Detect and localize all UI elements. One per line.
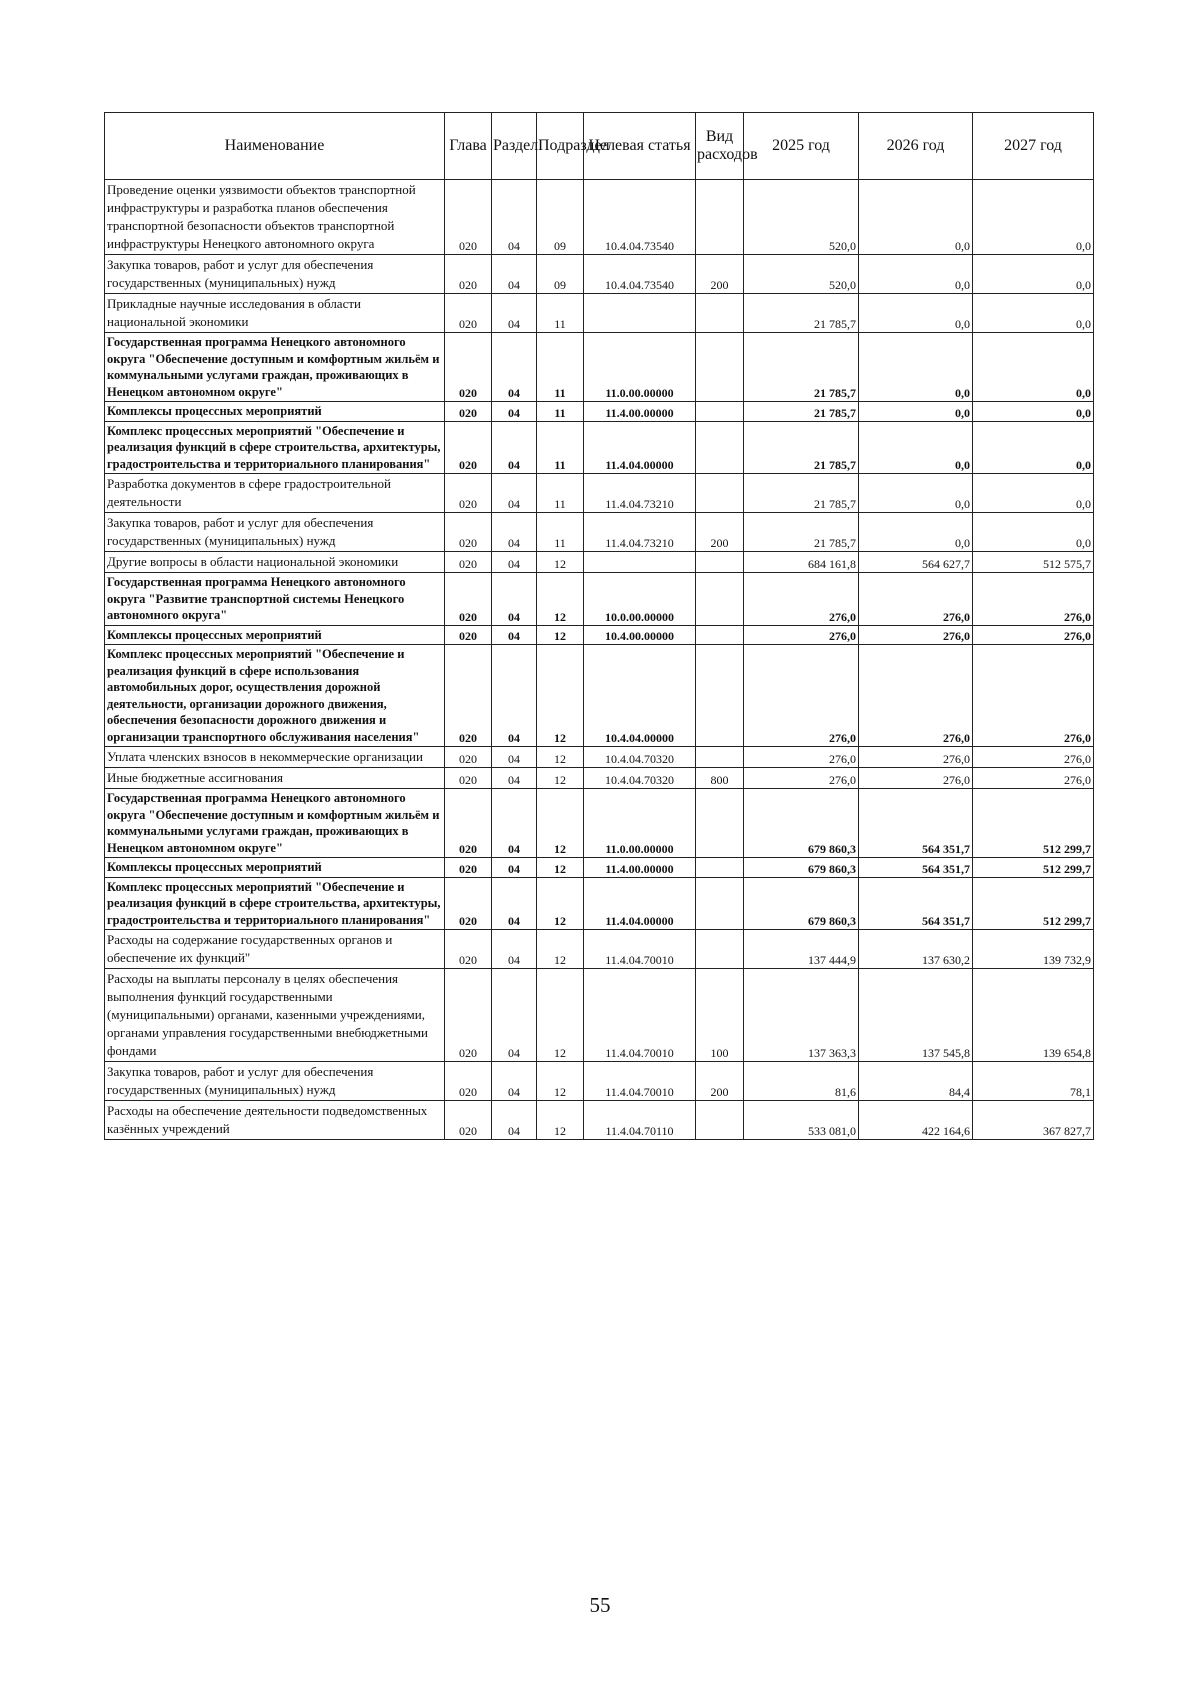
- cell-target-article: 10.4.04.70320: [584, 747, 696, 768]
- cell-2026: 0,0: [859, 180, 973, 255]
- cell-razdel: 04: [492, 877, 537, 930]
- cell-2027: 276,0: [973, 768, 1094, 789]
- cell-glava: 020: [445, 969, 492, 1062]
- cell-2026: 564 627,7: [859, 552, 973, 573]
- cell-podrazdel: 11: [537, 294, 584, 333]
- cell-podrazdel: 12: [537, 1101, 584, 1140]
- cell-2025: 276,0: [744, 768, 859, 789]
- cell-name: Расходы на содержание государственных органов и обеспечение их функций": [105, 930, 445, 969]
- cell-2026: 0,0: [859, 421, 973, 474]
- cell-target-article: 10.4.04.00000: [584, 645, 696, 747]
- cell-target-article: 10.4.04.73540: [584, 180, 696, 255]
- cell-glava: 020: [445, 255, 492, 294]
- cell-2027: 0,0: [973, 333, 1094, 402]
- cell-name: Государственная программа Ненецкого автономного округа "Обеспечение доступным и комфортным жильём и коммунальными услугами граждан, проживающих в Ненецком автономном округе": [105, 789, 445, 858]
- cell-podrazdel: 12: [537, 552, 584, 573]
- cell-razdel: 04: [492, 294, 537, 333]
- cell-name: Комплексы процессных мероприятий: [105, 858, 445, 878]
- table-row: [105, 180, 1094, 255]
- cell-2025: 679 860,3: [744, 877, 859, 930]
- cell-glava: 020: [445, 474, 492, 513]
- table-row: [105, 645, 1094, 747]
- cell-name: Комплекс процессных мероприятий "Обеспечение и реализация функций в сфере строительства, архитектуры, градостроительства и территориального планирования": [105, 421, 445, 474]
- cell-name: Расходы на выплаты персоналу в целях обеспечения выполнения функций государственными (муниципальными) органами, казенными учреждениями, органами управления государственными внебюджетными фондами: [105, 969, 445, 1062]
- cell-razdel: 04: [492, 552, 537, 573]
- table-header: [105, 113, 1094, 180]
- cell-razdel: 04: [492, 421, 537, 474]
- table-row: [105, 333, 1094, 402]
- cell-2027: 0,0: [973, 294, 1094, 333]
- cell-name: Закупка товаров, работ и услуг для обеспечения государственных (муниципальных) нужд: [105, 1062, 445, 1101]
- cell-glava: 020: [445, 573, 492, 626]
- table-row: [105, 969, 1094, 1062]
- cell-2027: 512 299,7: [973, 858, 1094, 878]
- cell-target-article: 11.4.04.00000: [584, 421, 696, 474]
- cell-name: Комплексы процессных мероприятий: [105, 625, 445, 645]
- header-podrazdel: Подраздел: [537, 113, 584, 180]
- cell-glava: 020: [445, 180, 492, 255]
- cell-name: Иные бюджетные ассигнования: [105, 768, 445, 789]
- cell-glava: 020: [445, 294, 492, 333]
- cell-2025: 520,0: [744, 180, 859, 255]
- cell-2026: 0,0: [859, 333, 973, 402]
- cell-podrazdel: 11: [537, 474, 584, 513]
- cell-2026: 276,0: [859, 645, 973, 747]
- cell-name: Закупка товаров, работ и услуг для обеспечения государственных (муниципальных) нужд: [105, 513, 445, 552]
- cell-podrazdel: 11: [537, 513, 584, 552]
- page-number: 55: [589, 1593, 611, 1617]
- cell-podrazdel: 11: [537, 402, 584, 422]
- cell-name: Закупка товаров, работ и услуг для обеспечения государственных (муниципальных) нужд: [105, 255, 445, 294]
- cell-2025: 21 785,7: [744, 474, 859, 513]
- cell-2027: 0,0: [973, 180, 1094, 255]
- cell-2026: 137 545,8: [859, 969, 973, 1062]
- cell-target-article: [584, 552, 696, 573]
- cell-2025: 21 785,7: [744, 294, 859, 333]
- cell-2026: 0,0: [859, 402, 973, 422]
- cell-razdel: 04: [492, 1062, 537, 1101]
- header-target-article: Целевая статья: [584, 113, 696, 180]
- cell-2026: 564 351,7: [859, 789, 973, 858]
- cell-2026: 276,0: [859, 625, 973, 645]
- cell-razdel: 04: [492, 255, 537, 294]
- cell-expense-type: 200: [696, 513, 744, 552]
- cell-target-article: 11.4.04.70010: [584, 1062, 696, 1101]
- table-row: [105, 768, 1094, 789]
- cell-expense-type: 100: [696, 969, 744, 1062]
- cell-2027: 139 732,9: [973, 930, 1094, 969]
- cell-expense-type: [696, 858, 744, 878]
- cell-target-article: 11.0.00.00000: [584, 333, 696, 402]
- cell-name: Расходы на обеспечение деятельности подведомственных казённых учреждений: [105, 1101, 445, 1140]
- cell-glava: 020: [445, 552, 492, 573]
- table-row: [105, 255, 1094, 294]
- cell-razdel: 04: [492, 930, 537, 969]
- cell-razdel: 04: [492, 747, 537, 768]
- cell-name: Другие вопросы в области национальной экономики: [105, 552, 445, 573]
- cell-2026: 422 164,6: [859, 1101, 973, 1140]
- cell-2026: 0,0: [859, 294, 973, 333]
- cell-glava: 020: [445, 1062, 492, 1101]
- table-row: [105, 294, 1094, 333]
- cell-razdel: 04: [492, 402, 537, 422]
- cell-expense-type: [696, 877, 744, 930]
- cell-expense-type: [696, 552, 744, 573]
- table-row: [105, 789, 1094, 858]
- cell-2026: 137 630,2: [859, 930, 973, 969]
- cell-2027: 276,0: [973, 625, 1094, 645]
- cell-2027: 0,0: [973, 255, 1094, 294]
- cell-name: Разработка документов в сфере градостроительной деятельности: [105, 474, 445, 513]
- cell-target-article: 11.4.04.73210: [584, 474, 696, 513]
- cell-razdel: 04: [492, 333, 537, 402]
- header-name: Наименование: [105, 113, 445, 180]
- cell-2026: 0,0: [859, 513, 973, 552]
- cell-2027: 367 827,7: [973, 1101, 1094, 1140]
- cell-glava: 020: [445, 789, 492, 858]
- cell-2025: 21 785,7: [744, 333, 859, 402]
- cell-expense-type: 800: [696, 768, 744, 789]
- cell-expense-type: [696, 930, 744, 969]
- header-expense-type: Вид расходов: [696, 113, 744, 180]
- cell-name: Комплекс процессных мероприятий "Обеспечение и реализация функций в сфере использования автомобильных дорог, осуществления дорожной деятельности, организации дорожного движения, обеспечения безопасности дорожного движения и организации транспортного обслуживания населения": [105, 645, 445, 747]
- cell-2025: 276,0: [744, 645, 859, 747]
- cell-podrazdel: 12: [537, 1062, 584, 1101]
- cell-2025: 684 161,8: [744, 552, 859, 573]
- budget-table: [104, 112, 1094, 1140]
- cell-2027: 78,1: [973, 1062, 1094, 1101]
- cell-2026: 276,0: [859, 573, 973, 626]
- table-row: [105, 625, 1094, 645]
- cell-2027: 512 299,7: [973, 789, 1094, 858]
- cell-glava: 020: [445, 858, 492, 878]
- cell-podrazdel: 11: [537, 333, 584, 402]
- cell-2026: 84,4: [859, 1062, 973, 1101]
- cell-glava: 020: [445, 513, 492, 552]
- header-2027: 2027 год: [973, 113, 1094, 180]
- cell-2026: 276,0: [859, 747, 973, 768]
- cell-expense-type: [696, 789, 744, 858]
- cell-glava: 020: [445, 402, 492, 422]
- table-row: [105, 1062, 1094, 1101]
- cell-expense-type: [696, 474, 744, 513]
- cell-podrazdel: 12: [537, 625, 584, 645]
- cell-2027: 276,0: [973, 747, 1094, 768]
- header-row: [105, 113, 1094, 180]
- cell-target-article: 10.4.04.73540: [584, 255, 696, 294]
- cell-razdel: 04: [492, 513, 537, 552]
- cell-razdel: 04: [492, 180, 537, 255]
- cell-2026: 0,0: [859, 474, 973, 513]
- table-row: [105, 858, 1094, 878]
- cell-glava: 020: [445, 421, 492, 474]
- cell-expense-type: [696, 645, 744, 747]
- cell-glava: 020: [445, 768, 492, 789]
- cell-podrazdel: 12: [537, 877, 584, 930]
- cell-glava: 020: [445, 747, 492, 768]
- cell-podrazdel: 12: [537, 747, 584, 768]
- cell-2025: 21 785,7: [744, 513, 859, 552]
- cell-2025: 679 860,3: [744, 789, 859, 858]
- cell-name: Уплата членских взносов в некоммерческие организации: [105, 747, 445, 768]
- cell-target-article: 11.4.00.00000: [584, 858, 696, 878]
- table-row: [105, 513, 1094, 552]
- cell-2025: 276,0: [744, 625, 859, 645]
- cell-target-article: 11.0.00.00000: [584, 789, 696, 858]
- cell-glava: 020: [445, 645, 492, 747]
- cell-2027: 0,0: [973, 402, 1094, 422]
- cell-name: Прикладные научные исследования в области национальной экономики: [105, 294, 445, 333]
- cell-expense-type: [696, 625, 744, 645]
- cell-target-article: 11.4.04.70110: [584, 1101, 696, 1140]
- cell-2027: 276,0: [973, 573, 1094, 626]
- cell-2026: 276,0: [859, 768, 973, 789]
- cell-expense-type: [696, 180, 744, 255]
- table-row: [105, 402, 1094, 422]
- cell-target-article: 10.4.00.00000: [584, 625, 696, 645]
- cell-razdel: 04: [492, 789, 537, 858]
- cell-expense-type: [696, 1101, 744, 1140]
- cell-target-article: 10.0.00.00000: [584, 573, 696, 626]
- cell-2025: 137 444,9: [744, 930, 859, 969]
- cell-razdel: 04: [492, 573, 537, 626]
- cell-2027: 0,0: [973, 474, 1094, 513]
- cell-expense-type: [696, 402, 744, 422]
- cell-2025: 276,0: [744, 573, 859, 626]
- cell-podrazdel: 12: [537, 645, 584, 747]
- cell-glava: 020: [445, 877, 492, 930]
- table-row: [105, 474, 1094, 513]
- cell-razdel: 04: [492, 474, 537, 513]
- cell-2027: 139 654,8: [973, 969, 1094, 1062]
- cell-name: Государственная программа Ненецкого автономного округа "Обеспечение доступным и комфортным жильём и коммунальными услугами граждан, проживающих в Ненецком автономном округе": [105, 333, 445, 402]
- cell-podrazdel: 11: [537, 421, 584, 474]
- cell-razdel: 04: [492, 969, 537, 1062]
- cell-2026: 564 351,7: [859, 877, 973, 930]
- cell-2026: 564 351,7: [859, 858, 973, 878]
- table-row: [105, 877, 1094, 930]
- cell-podrazdel: 09: [537, 255, 584, 294]
- cell-razdel: 04: [492, 1101, 537, 1140]
- cell-2025: 520,0: [744, 255, 859, 294]
- cell-name: Комплексы процессных мероприятий: [105, 402, 445, 422]
- cell-name: Государственная программа Ненецкого автономного округа "Развитие транспортной системы Ненецкого автономного округа": [105, 573, 445, 626]
- cell-podrazdel: 12: [537, 930, 584, 969]
- cell-target-article: 11.4.00.00000: [584, 402, 696, 422]
- cell-name: Комплекс процессных мероприятий "Обеспечение и реализация функций в сфере строительства, архитектуры, градостроительства и территориального планирования": [105, 877, 445, 930]
- cell-expense-type: [696, 333, 744, 402]
- cell-expense-type: [696, 421, 744, 474]
- cell-target-article: 11.4.04.73210: [584, 513, 696, 552]
- cell-glava: 020: [445, 1101, 492, 1140]
- cell-2025: 81,6: [744, 1062, 859, 1101]
- cell-2027: 0,0: [973, 513, 1094, 552]
- cell-2025: 533 081,0: [744, 1101, 859, 1140]
- cell-razdel: 04: [492, 625, 537, 645]
- cell-expense-type: [696, 294, 744, 333]
- cell-target-article: 11.4.04.00000: [584, 877, 696, 930]
- cell-2027: 512 299,7: [973, 877, 1094, 930]
- table-row: [105, 552, 1094, 573]
- cell-razdel: 04: [492, 645, 537, 747]
- cell-expense-type: [696, 747, 744, 768]
- header-2026: 2026 год: [859, 113, 973, 180]
- cell-expense-type: [696, 573, 744, 626]
- cell-2025: 137 363,3: [744, 969, 859, 1062]
- cell-razdel: 04: [492, 768, 537, 789]
- table-row: [105, 573, 1094, 626]
- cell-2026: 0,0: [859, 255, 973, 294]
- cell-2025: 679 860,3: [744, 858, 859, 878]
- cell-podrazdel: 12: [537, 969, 584, 1062]
- cell-name: Проведение оценки уязвимости объектов транспортной инфраструктуры и разработка планов обеспечения транспортной безопасности объектов транспортной инфраструктуры Ненецкого автономного округа: [105, 180, 445, 255]
- cell-podrazdel: 09: [537, 180, 584, 255]
- cell-target-article: 10.4.04.70320: [584, 768, 696, 789]
- cell-glava: 020: [445, 930, 492, 969]
- cell-2027: 512 575,7: [973, 552, 1094, 573]
- cell-expense-type: 200: [696, 1062, 744, 1101]
- header-razdel: Раздел: [492, 113, 537, 180]
- table-row: [105, 747, 1094, 768]
- cell-podrazdel: 12: [537, 768, 584, 789]
- cell-target-article: [584, 294, 696, 333]
- cell-2025: 276,0: [744, 747, 859, 768]
- cell-razdel: 04: [492, 858, 537, 878]
- header-glava: Глава: [445, 113, 492, 180]
- cell-expense-type: 200: [696, 255, 744, 294]
- cell-target-article: 11.4.04.70010: [584, 930, 696, 969]
- cell-target-article: 11.4.04.70010: [584, 969, 696, 1062]
- cell-podrazdel: 12: [537, 789, 584, 858]
- cell-podrazdel: 12: [537, 573, 584, 626]
- cell-2025: 21 785,7: [744, 402, 859, 422]
- table-row: [105, 1101, 1094, 1140]
- cell-glava: 020: [445, 625, 492, 645]
- cell-2027: 276,0: [973, 645, 1094, 747]
- cell-podrazdel: 12: [537, 858, 584, 878]
- cell-2027: 0,0: [973, 421, 1094, 474]
- cell-2025: 21 785,7: [744, 421, 859, 474]
- table-row: [105, 421, 1094, 474]
- header-2025: 2025 год: [744, 113, 859, 180]
- table-body: [105, 180, 1094, 1140]
- cell-glava: 020: [445, 333, 492, 402]
- table-row: [105, 930, 1094, 969]
